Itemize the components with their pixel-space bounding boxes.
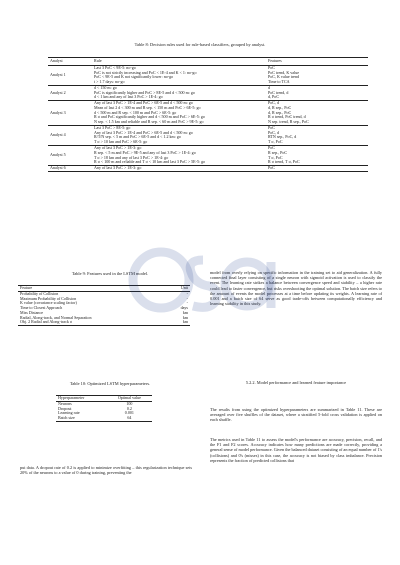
unit-cell: days [180, 305, 188, 311]
header-features: Features [266, 58, 368, 66]
analyst-cell: Analyst 4 [48, 125, 92, 145]
rule-cell: R σ and PoC significantly higher and d < 500 m and PoC > 6E-5: go [94, 114, 205, 120]
hyperparameters-table [56, 395, 152, 422]
unit-cell: km [182, 314, 188, 320]
unit-cell: - [186, 300, 188, 306]
rule-cell: PoC is significantly higher and PoC > 8E-5 and d < 500 m: go [94, 89, 195, 95]
feature-cell: Maximum Probability of Collision [20, 295, 77, 301]
hyperparameter-cell: Batch size [56, 416, 107, 421]
features-cell: d, PoC [268, 94, 280, 100]
rule-cell: R sep. < 5 m and PoC > 9E-5 and any of last 3 PoC > 1E-4: go [94, 149, 196, 155]
feature-cell: Radial, Along-track, and Normal Separation [20, 314, 92, 320]
left-column-paragraph: put data. A dropout rate of 0.2 is applied to minimize overfitting – this regularization technique sets 20% of the neurons to a value of 0 during training, preventing the [20, 465, 192, 476]
rule-cell: d < 500 m and R sep. < 100 m and PoC > 6E-5: go [94, 109, 177, 115]
table-row [48, 166, 368, 172]
rule-cell: d < 150 m: go [92, 85, 266, 90]
analyst-cell: Analyst 5 [48, 146, 92, 166]
features-cell: PoC, d [266, 101, 368, 106]
feature-cell: Time to Closest Approach [20, 305, 63, 311]
rule-cell: Last 3 PoC > 8E-5: go [92, 125, 266, 130]
header-unit: Unit [167, 286, 190, 292]
rule-cell: t > 1.7 days: no-go [94, 79, 125, 85]
rule-cell: Any of last 3 PoC > 1E-3: go [92, 146, 266, 151]
right-column-paragraph-3: The metrics used in Table 11 to assess the model's performance are accuracy, precision, recall, and the F1 and F2 scores. Accuracy indicates how many predictions are made correctly, providing a general sense of model performance. Given the balanced dataset consisting of an equal number of 1's (collisions) and 0's (misses) in this case, the accuracy is not biased by class imbalance. Precision represents the fraction of predicted collisions that [210, 437, 382, 463]
feature-cell: Probability of Collision [20, 290, 59, 296]
features-cell: d [266, 85, 368, 90]
lstm-features-table [18, 285, 190, 326]
features-cell: PoC [266, 146, 368, 151]
features-cell: T σ, PoC [268, 154, 283, 160]
table9-caption: Table 9: Features used in the LSTM model. [71, 271, 149, 276]
section-heading: 5.2.2. Model performance and learned feature importance [245, 380, 347, 385]
rule-cell: T σ > 10 km and PoC > 6E-5: go [94, 139, 148, 145]
header-feature: Feature [18, 286, 167, 292]
feature-cell: Miss Distance [20, 309, 44, 315]
rule-cell: R/T/N sep. < 5 m and PoC > 6E-5 and d < 1.2 km: go [94, 134, 181, 140]
hyperparameter-cell: Learning rate [58, 410, 80, 416]
hyperparameter-cell: Dropout [58, 405, 72, 411]
table10-caption: Table 10: Optimized LSTM hyperparameters. [69, 381, 151, 386]
rule-cell: R σ < 100 m and reliable and T σ < 10 km and last 3 PoC > 5E-5: go [94, 159, 206, 165]
analyst-cell: Analyst 1 [48, 65, 92, 85]
features-cell: N sep. trend, R sep., PoC [268, 119, 309, 125]
unit-cell: km [182, 309, 188, 315]
features-cell: R σ trend, PoC trend, d [268, 114, 306, 120]
analyst-cell: Analyst 3 [48, 101, 92, 126]
features-cell: PoC trend, K value [268, 69, 300, 75]
header-hyperparameter: Hyperparameter [56, 396, 107, 402]
features-cell: PoC, d [268, 129, 280, 135]
rule-cell: T σ > 18 km and any of last 3 PoC > 1E-4: go [94, 154, 169, 160]
rule-cell: Last 3 PoC < 9E-5: no-go [92, 65, 266, 70]
features-cell: RTN sep., PoC, d [268, 134, 297, 140]
decision-rules-table [48, 57, 368, 172]
optimal-value-cell: 100 [126, 400, 133, 406]
features-cell: d, R sep., PoC [268, 109, 292, 115]
right-column-paragraph-1: model from overly relying on specific information in the training set to aid generalization. A fully connected final layer consisting of a single neuron with sigmoid activation is used to classify the event. The learning rate strikes a balance between convergence speed and stability – a higher rate could lead to faster convergence, but risks overshooting the optimal solution. The batch size refers to the amount of events the model processes at a time before updating its weights. A learning rate of 0.001 and a batch size of 64 serve as good trade-offs between computationally efficiency and learning stability in this study. [210, 270, 382, 307]
analyst-cell: Analyst 2 [48, 85, 92, 100]
hyperparameter-cell: Neurons [58, 400, 72, 406]
unit-cell: - [186, 290, 188, 296]
features-cell: R σ trend, T σ, PoC [268, 159, 300, 165]
analyst-cell: Analyst 6 [48, 166, 92, 172]
unit-cell: - [186, 295, 188, 301]
right-column-paragraph-2: The results from using the optimized hyperparameters are summarized in Table 11. These are averaged over five shuffles of the dataset, where a stratified 5-fold cross validation is applied on each shuffle. [210, 407, 382, 423]
rule-cell: Any of last 3 PoC > 1E-4 and PoC > 6E-5 and d < 500 m: go [92, 101, 266, 106]
feature-cell: K value (covariance scaling factor) [20, 300, 77, 306]
header-rule: Rule [92, 58, 266, 66]
lstm-features-body [18, 291, 190, 325]
table8-caption: Table 8: Decision rules used for rule-based classifiers, grouped by analyst. [134, 42, 266, 47]
table-row [56, 416, 152, 421]
table-row [18, 320, 190, 325]
decision-rules-body [48, 65, 368, 171]
optimal-value-cell: 0.2 [126, 405, 132, 411]
header-optimal-value: Optimal value [107, 396, 152, 402]
features-cell: d, R sep., PoC [268, 104, 292, 110]
features-cell: PoC [266, 65, 368, 70]
features-cell: PoC, K value trend [268, 74, 300, 80]
rule-cell: Any of last 3 PoC > 1E-4 and PoC > 6E-5 and d < 500 m: go [94, 129, 193, 135]
features-cell: Time to TCA [268, 79, 290, 85]
rule-cell: PoC is not strictly increasing and PoC < 1E-4 and K < 1: no-go [94, 69, 197, 75]
features-cell: R sep., PoC [268, 149, 288, 155]
rule-cell: Any of last 3 PoC > 1E-3: go [92, 166, 266, 172]
hyperparameters-body [56, 401, 152, 421]
rule-cell: Mean of last 2 d < 300 m and R sep. < 150 m and PoC > 6E-5: go [94, 104, 201, 110]
optimal-value-cell: 0.001 [124, 410, 134, 416]
features-cell: PoC [266, 125, 368, 130]
unit-cell: km [167, 320, 190, 325]
features-cell: T σ, PoC [268, 139, 283, 145]
features-cell: PoC [266, 166, 368, 172]
feature-cell: Obj. 2 Radial and Along-track σ [18, 320, 167, 325]
rule-cell: PoC < 9E-5 and K not significantly lower: no-go [94, 74, 174, 80]
features-cell: PoC trend, d [268, 89, 289, 95]
optimal-value-cell: 64 [107, 416, 152, 421]
header-analyst: Analyst [48, 58, 92, 66]
rule-cell: N sep. < 1.5 km and reliable and R sep. < 60 m and PoC > 9E-5: go [94, 119, 204, 125]
rule-cell: d < 1 km and any of last 3 PoC > 1E-4: go [94, 94, 163, 100]
